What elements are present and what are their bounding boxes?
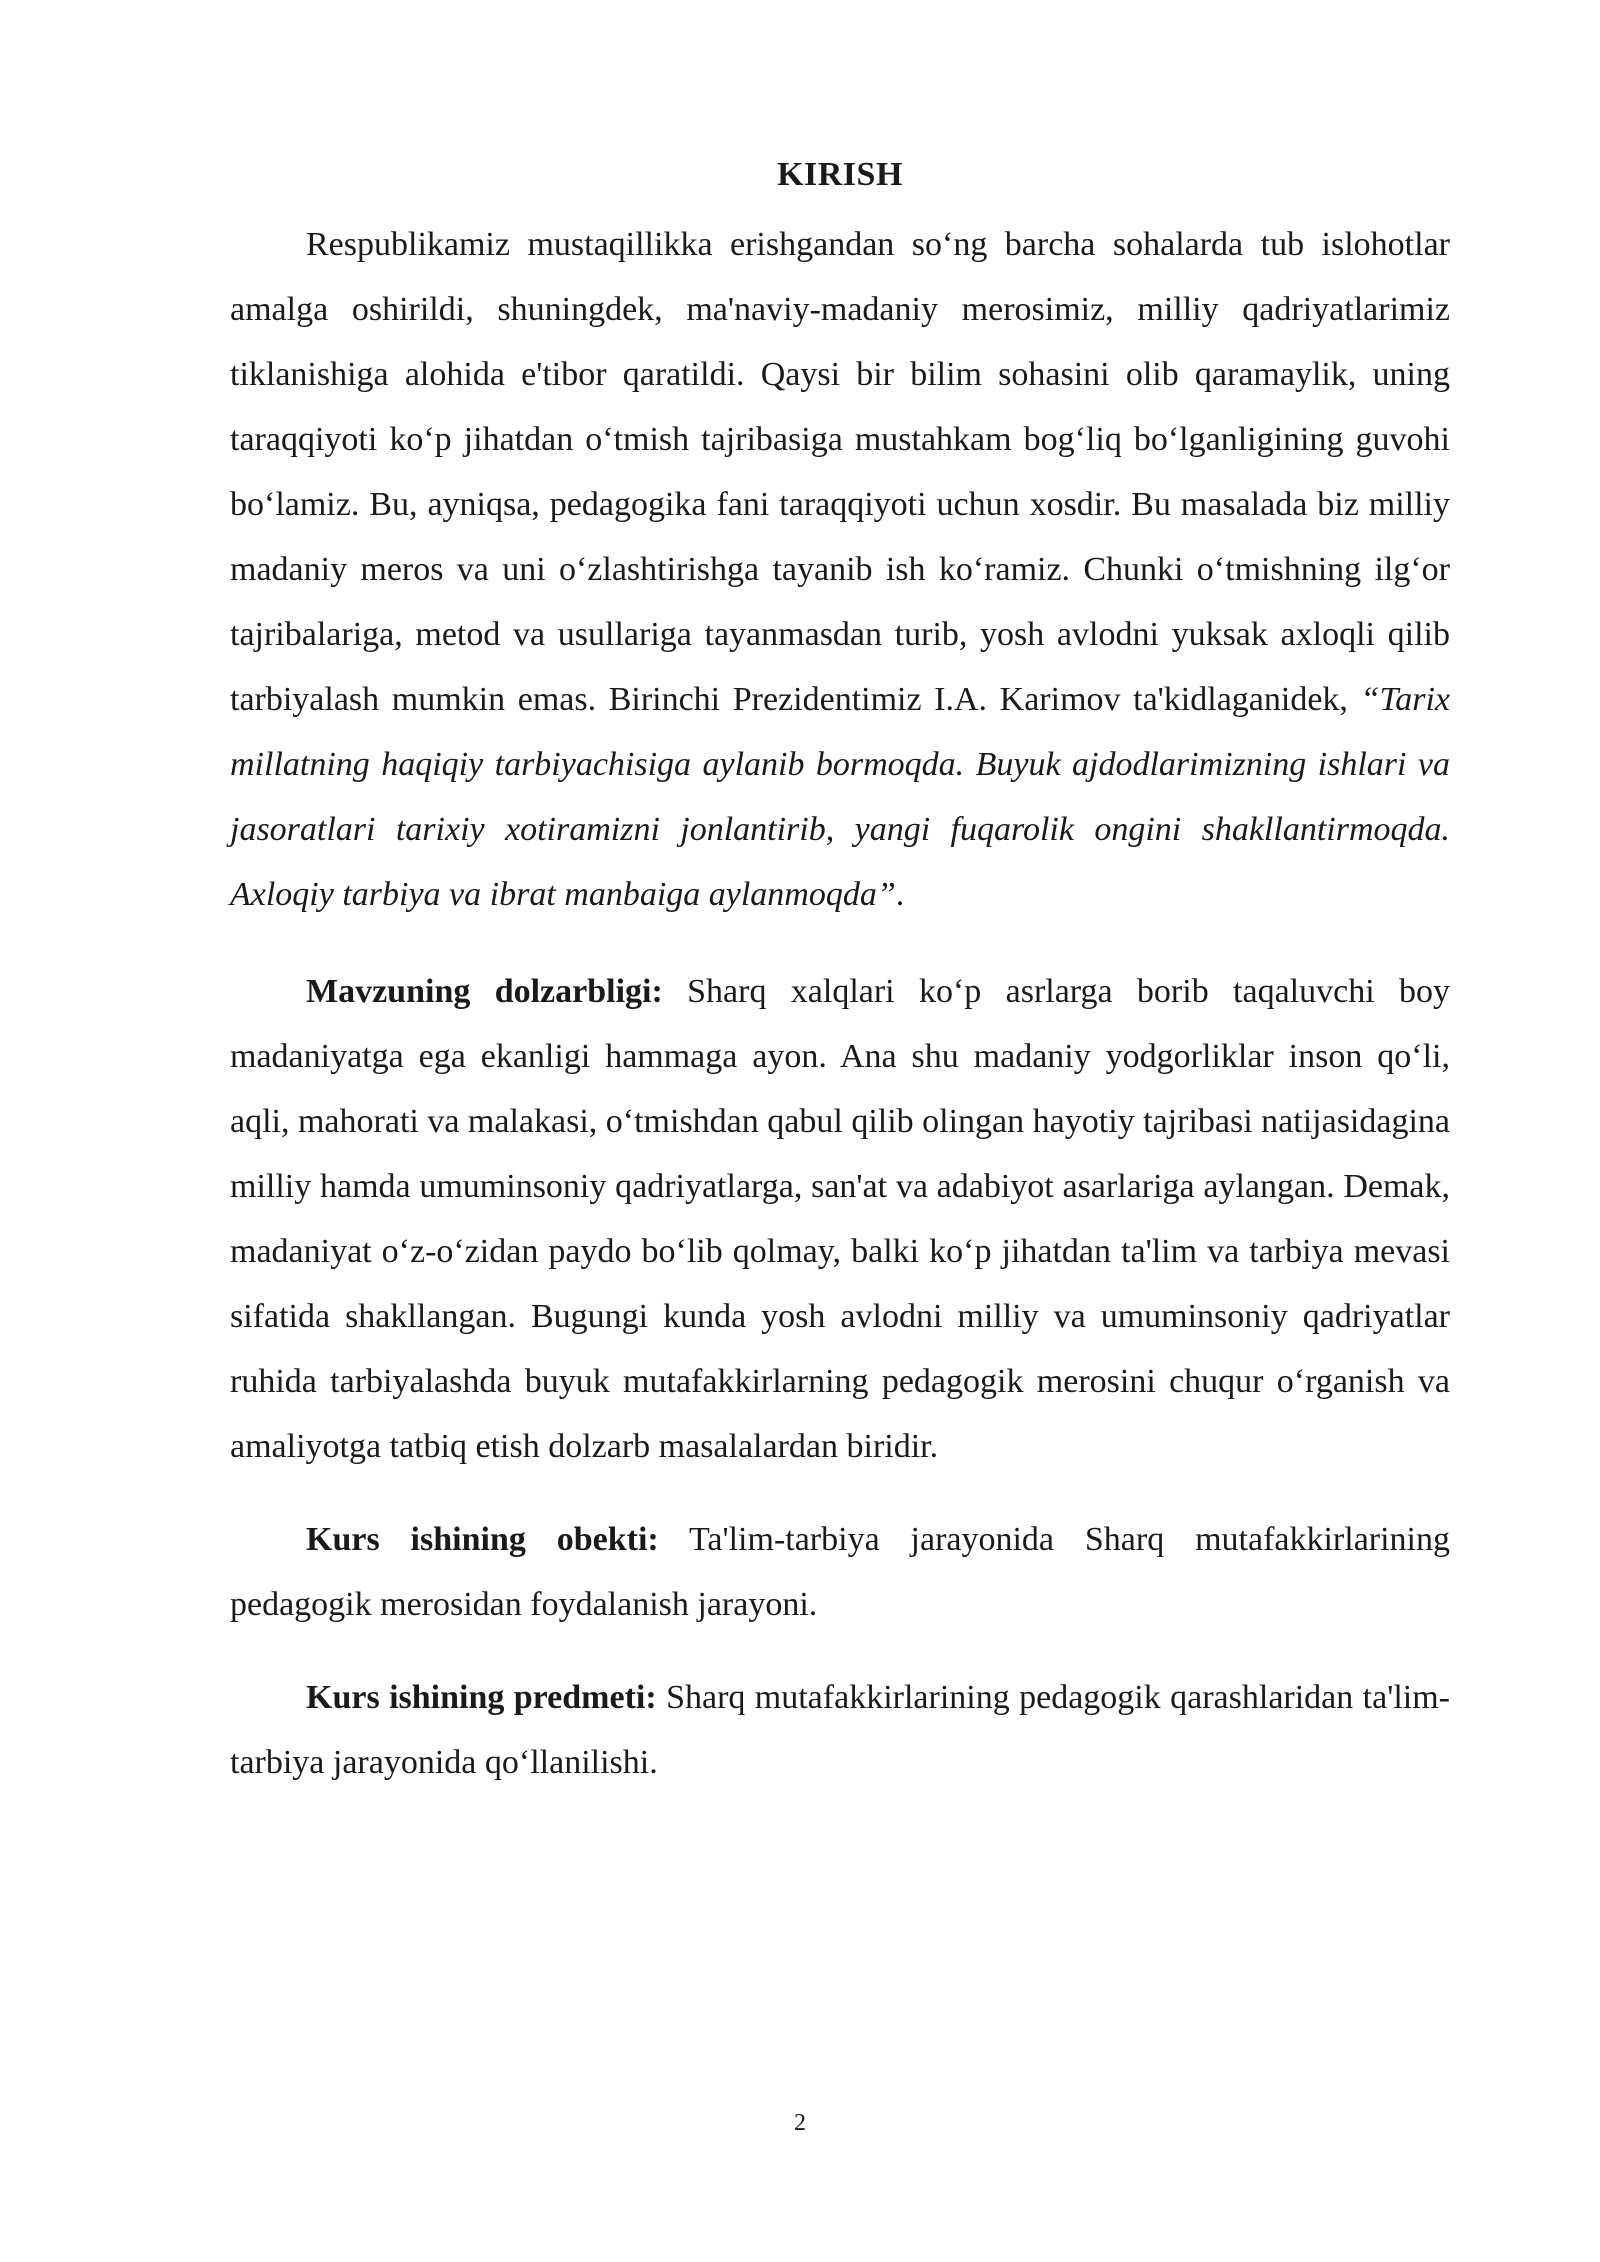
intro-paragraph: [230, 212, 1450, 927]
page-number: 2: [794, 2110, 806, 2136]
intro-end: .: [895, 876, 905, 913]
subject-text: Sharq mutafakkirlarining pedagogik qarashlaridan ta'lim-tarbiya jarayonida qo‘llanilishi.: [230, 1679, 1450, 1781]
subject-paragraph: [230, 1665, 1450, 1795]
subject-label: Kurs ishining predmeti:: [306, 1679, 657, 1716]
relevance-text: Sharq xalqlari ko‘p asrlarga borib taqaluvchi boy madaniyatga ega ekanligi hammaga ayon. Ana shu madaniy yodgorliklar inson qo‘li, aqli, mahorati va malakasi, o‘tmishdan qabul qilib olingan hayotiy tajribasi natijasidagina milliy hamda umuminsoniy qadriyatlarga, san'at va adabiyot asarlariga aylangan. Demak, madaniyat o‘z-o‘zidan paydo bo‘lib qolmay, balki ko‘p jihatdan ta'lim va tarbiya mevasi sifatida shakllangan. Bugungi kunda yosh avlodni milliy va umuminsoniy qadriyatlar ruhida tarbiyalashda buyuk mutafakkirlarning pedagogik merosini chuqur o‘rganish va amaliyotga tatbiq etish dolzarb masalalardan biridir.: [230, 973, 1450, 1465]
object-paragraph: [230, 1507, 1450, 1637]
president-quote: “Tarix millatning haqiqiy tarbiyachisiga aylanib bormoqda. Buyuk ajdodlarimizning ishlari va jasoratlari tarixiy xotiramizni jonlantirib, yangi fuqarolik ongini shakllantirmoqda. Axloqiy tarbiya va ibrat manbaiga aylanmoqda”: [230, 681, 1450, 913]
relevance-label: Mavzuning dolzarbligi:: [306, 973, 663, 1010]
object-text: Ta'lim-tarbiya jarayonida Sharq mutafakkirlarining pedagogik merosidan foydalanish jarayoni.: [230, 1521, 1451, 1623]
document-page: [230, 150, 1450, 1795]
relevance-paragraph: [230, 959, 1450, 1479]
section-title: KIRISH: [777, 156, 903, 193]
object-label: Kurs ishining obekti:: [306, 1521, 659, 1558]
intro-text: Respublikamiz mustaqillikka erishgandan so‘ng barcha sohalarda tub islohotlar amalga oshirildi, shuningdek, ma'naviy-madaniy merosimiz, milliy qadriyatlarimiz tiklanishiga alohida e'tibor qaratildi. Qaysi bir bilim sohasini olib qaramaylik, uning taraqqiyoti ko‘p jihatdan o‘tmish tajribasiga mustahkam bog‘liq bo‘lganligining guvohi bo‘lamiz. Bu, ayniqsa, pedagogika fani taraqqiyoti uchun xosdir. Bu masalada biz milliy madaniy meros va uni o‘zlashtirishga tayanib ish ko‘ramiz. Chunki o‘tmishning ilg‘or tajribalariga, metod va usullariga tayanmasdan turib, yosh avlodni yuksak axloqli qilib tarbiyalash mumkin emas. Birinchi Prezidentimiz I.A. Karimov ta'kidlaganidek,: [230, 226, 1450, 718]
